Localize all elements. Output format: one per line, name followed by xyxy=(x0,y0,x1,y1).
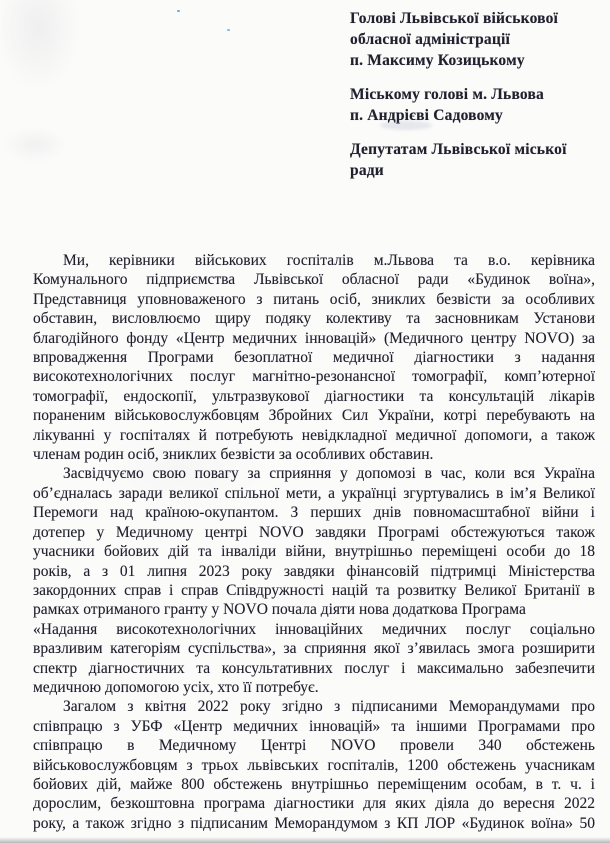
body-text-line: вразливим категоріям суспільства», за сприяння якої з’явилась змога розширити xyxy=(33,640,595,658)
body-text-line: спектр діагностичних та консультативних послуг і максимально забезпечити xyxy=(33,659,595,677)
recipient-name: п. Максиму Козицькому xyxy=(350,52,525,69)
scanner-edge-shadow xyxy=(0,837,610,843)
paragraph-statistics xyxy=(33,697,595,833)
recipient-title: Міському голові м. Львова xyxy=(350,86,544,103)
body-text-line: томографії, ендоскопії, ультразвукової діагностики та консультацій лікарів xyxy=(33,387,595,405)
recipient-city-mayor xyxy=(350,84,582,126)
body-text-line: впровадження Програми безоплатної медичної діагностики з надання xyxy=(33,349,595,367)
body-text-line: пораненим військовослужбовцям Збройних Сил України, котрі перебувають на xyxy=(33,407,595,425)
body-text-line: медичною допомогою усіх, хто її потребує. xyxy=(33,678,319,696)
body-text-line: співпрацю в Медичному Центрі NOVO провели 340 обстежень xyxy=(33,737,595,755)
body-text-line: Ми, керівники військових госпіталів м.Львова та в.о. керівника xyxy=(63,252,595,269)
recipient-title: Голові Львівської військової обласної адміністрації xyxy=(350,10,559,48)
body-text-line: дорослим, безкоштовна програма діагностики для яких діяла до вересня 2022 xyxy=(33,795,595,813)
body-text-line: високотехнологічних послуг магнітно-резонансної томографії, комп’ютерної xyxy=(33,368,595,386)
body-text-line: Перемоги над країною-окупантом. З перших днів повномасштабної війни і xyxy=(33,504,595,522)
body-text-line: закордонних справ і справ Співдружності націй та розвитку Великої Британії в xyxy=(33,581,595,599)
body-text-line: років, а з 01 липня 2023 року завдяки фінансовій підтримці Міністерства xyxy=(33,562,595,580)
body-text-line: учасники бойових дій та інваліди війни, внутрішньо переміщені особи до 18 xyxy=(33,543,595,561)
body-text-line: Представниця уповноваженого з питань осіб, зниклих безвісти за особливих xyxy=(33,290,595,308)
letter-body xyxy=(33,251,595,833)
body-text-line: рамках отриманого гранту у NOVO почала діяти нова додаткова Програма xyxy=(33,601,526,619)
body-text-line: об’єдналась заради великої спільної мети, а українці згуртувались в ім’я Великої xyxy=(33,484,595,502)
body-text-line: Засвідчуємо свою повагу за сприяння у допомозі в час, коли вся Україна xyxy=(63,465,595,483)
scan-speck xyxy=(227,29,230,31)
paragraph-program-history xyxy=(33,464,595,697)
recipient-title: Депутатам Львівської міської ради xyxy=(350,141,567,179)
body-text-line: членам родин осіб, зниклих безвісти за особливих обставин. xyxy=(33,446,434,464)
recipient-city-council-deputies xyxy=(350,139,582,181)
paragraph-gratitude xyxy=(33,251,595,464)
recipient-name: п. Андрієві Садовому xyxy=(350,107,503,124)
scan-smudge xyxy=(380,121,432,130)
body-text-line: Загалом з квітня 2022 року згідно з підписаними Меморандумами про xyxy=(63,698,595,716)
body-text-line: благодійного фонду «Центр медичних інновацій» (Медичного центру NOVO) за xyxy=(33,329,595,347)
body-text-line: бойових дій, майже 800 обстежень внутрішньо переміщеним особам, в т. ч. і xyxy=(33,775,595,793)
recipient-address-block xyxy=(350,8,582,194)
body-text-line: року, а також згідно з підписаним Меморандумом з КП ЛОР «Будинок воїна» 50 xyxy=(33,814,595,832)
recipient-regional-administration xyxy=(350,8,582,71)
body-text-line: військовослужбовцям з трьох львівських госпіталів, 1200 обстежень учасникам xyxy=(33,756,595,774)
body-text-line: дотепер у Медичному центрі NOVO завдяки Програмі обстежуються також xyxy=(33,523,595,541)
body-text-line: обставин, висловлюємо щиру подяку колективу та засновникам Установи xyxy=(33,310,595,328)
body-text-line: співпрацю з УБФ «Центр медичних інновацій» та іншими Програмами про xyxy=(33,717,595,735)
body-text-line: «Надання високотехнологічних інноваційних медичних послуг соціально xyxy=(33,620,595,638)
scan-speck xyxy=(177,10,180,12)
body-text-line: Комунального підприємства Львівської обласної ради «Будинок воїна», xyxy=(33,271,595,289)
body-text-line: лікуванні у госпіталях й потребують невідкладної медичної допомоги, а також xyxy=(33,426,595,444)
